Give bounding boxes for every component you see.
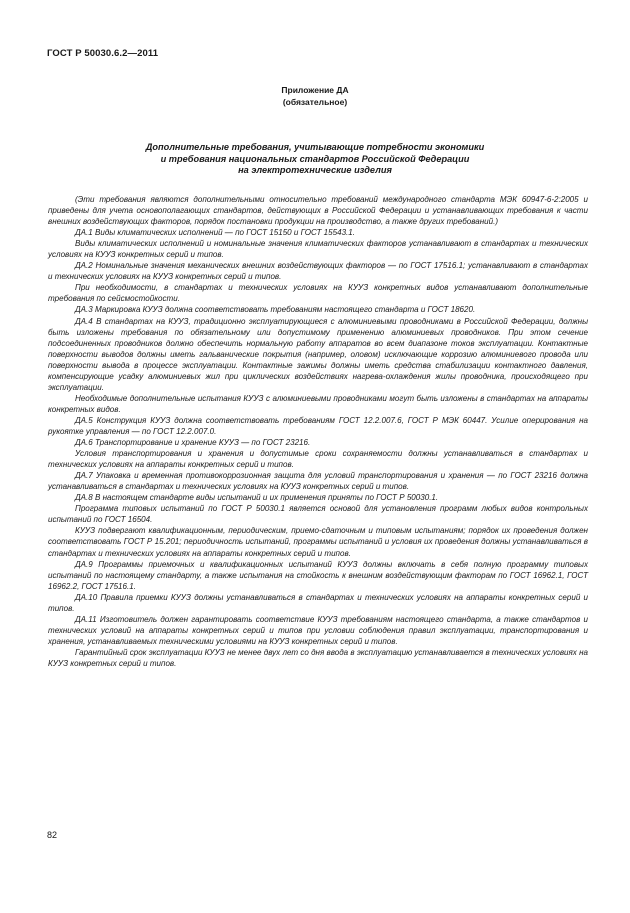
section-title-line: и требования национальных стандартов Российской Федерации — [160, 153, 470, 164]
annex-heading — [0, 84, 630, 108]
paragraph: Программа типовых испытаний по ГОСТ Р 50030.1 является основой для установления программ любых видов контрольных испытаний по ГОСТ 16504. — [48, 504, 588, 525]
paragraph-da3: ДА.3 Маркировка КУУЗ должна соответствовать требованиям настоящего стандарта и ГОСТ 18620. — [75, 305, 476, 315]
paragraph-da2: ДА.2 Номинальные значения механических внешних воздействующих факторов — по ГОСТ 17516.1; устанавливают в стандартах и технических условиях на КУУЗ конкретных серий и типов. — [48, 261, 588, 282]
page-number: 82 — [47, 830, 58, 840]
paragraph-da8: ДА.8 В настоящем стандарте виды испытаний и их применения приняты по ГОСТ Р 50030.1. — [75, 493, 439, 503]
paragraph: При необходимости, в стандартах и технических условиях на КУУЗ конкретных видов устанавливают дополнительные требования по сейсмостойкости. — [48, 283, 588, 304]
paragraph-intro-note: (Эти требования являются дополнительными относительно требований международного стандарта МЭК 60947-6-2:2005 и приведены для учета основополагающих стандартов, действующих в Российской Федерации и устанавливающих требования к части внешних воздействующих факторов, порядок постановки продукции на производство, а также других требований.) — [48, 195, 588, 227]
paragraph: Необходимые дополнительные испытания КУУЗ с алюминиевыми проводниками могут быть изложены в стандартах на аппараты конкретных видов. — [48, 393, 588, 414]
section-title-line: на электротехнические изделия — [238, 165, 392, 176]
paragraph-da6: ДА.6 Транспортирование и хранение КУУЗ — по ГОСТ 23216. — [75, 438, 311, 448]
paragraph: Виды климатических исполнений и номинальные значения климатических факторов устанавливают в стандартах и технических условиях на КУУЗ конкретных серий и типов. — [48, 239, 588, 260]
section-title-line: Дополнительные требования, учитывающие потребности экономики — [145, 142, 485, 152]
paragraph-da11: ДА.11 Изготовитель должен гарантировать соответствие КУУЗ требованиям настоящего стандарта, а также стандартов и технических условий на аппараты конкретных серий и типов при условии соблюдения правил эксплуатации, транспортирования и хранения, устанавливаемых техническими условиями на КУУЗ конкретных серий и типов. — [48, 614, 588, 646]
paragraph-da1: ДА.1 Виды климатических исполнений — по ГОСТ 15150 и ГОСТ 15543.1. — [75, 228, 355, 238]
paragraph-da10: ДА.10 Правила приемки КУУЗ должны устанавливаться в стандартах и технических условиях на аппараты конкретных серий и типов. — [48, 592, 588, 613]
paragraph: Гарантийный срок эксплуатации КУУЗ не менее двух лет со дня ввода в эксплуатацию устанавливается в технических условиях на КУУЗ конкретных серий и типов. — [48, 647, 588, 668]
paragraph: КУУЗ подвергают квалификационным, периодическим, приемо-сдаточным и типовым испытаниям; порядок их проведения должен соответствовать ГОСТ Р 15.201; периодичность испытаний, программы испытаний и условия их проведения должны устанавливаться в стандартах и технических условиях на аппараты конкретных серий и типов. — [48, 526, 588, 558]
body-text — [48, 194, 588, 669]
annex-status: (обязательное) — [282, 97, 348, 107]
paragraph-da4: ДА.4 В стандартах на КУУЗ, традиционно эксплуатирующиеся с алюминиевыми проводниками в Российской Федерации, должны быть изложены требования по обязательному или допустимому применению алюминиевых проводников. При этом сечение подсоединенных проводников должно обеспечить нормальную работу аппаратов во всем диапазоне токов эксплуатации. Контактные поверхности выводов должны иметь гальванические покрытия (например, оловом) исключающие коррозию алюминиевого провода или поверхности вывода в процессе эксплуатации. Контактные зажимы должны иметь средства стабилизации контактного давления, компенсирующие усадку алюминиевых жил при циклических воздействиях нагрева-охлаждения жилы проводника, происходящего при эксплуатации. — [48, 316, 588, 392]
paragraph-da5: ДА.5 Конструкция КУУЗ должна соответствовать требованиям ГОСТ 12.2.007.6, ГОСТ Р МЭК 60447. Усилие оперирования на рукоятке управления — по ГОСТ 12.2.007.0. — [48, 415, 588, 436]
document-code-header: ГОСТ Р 50030.6.2—2011 — [47, 48, 159, 59]
paragraph-da7: ДА.7 Упаковка и временная противокоррозионная защита для условий транспортирования и хранения — по ГОСТ 23216 должна устанавливаться в стандартах и технических условиях на КУУЗ конкретных серий и типов. — [48, 471, 588, 492]
paragraph: Условия транспортирования и хранения и допустимые сроки сохраняемости должны устанавливаться в стандартах и технических условиях на аппараты конкретных серий и типов. — [48, 449, 588, 470]
section-title — [0, 142, 630, 177]
paragraph-da9: ДА.9 Программы приемочных и квалификационных испытаний КУУЗ должны включать в себя полную программу типовых испытаний по настоящему стандарту, а также испытания на стойкость к внешним воздействующим факторам по ГОСТ 16962.1, ГОСТ 16962.2, ГОСТ 17516.1. — [48, 559, 588, 591]
annex-title: Приложение ДА — [281, 85, 349, 95]
